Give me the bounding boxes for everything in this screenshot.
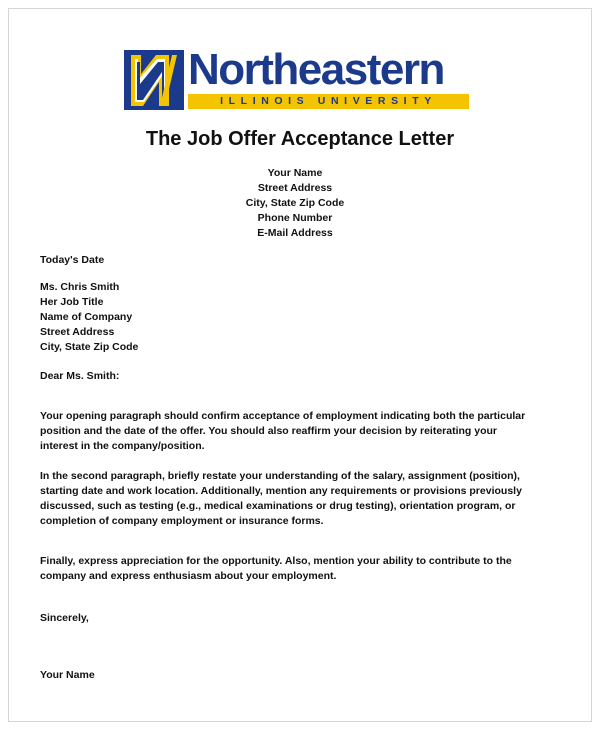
- paragraph-line: Finally, express appreciation for the opportunity. Also, mention your ability to contribute to the: [40, 555, 512, 567]
- sender-address-block: [0, 166, 590, 241]
- sender-city: City, State Zip Code: [245, 197, 345, 209]
- recipient-address-block: [40, 280, 560, 355]
- paragraph-line: Your opening paragraph should confirm acceptance of employment indicating both the particular: [40, 410, 526, 422]
- paragraph-line: starting date and work location. Additionally, mention any requirements or provisions previously: [40, 485, 522, 497]
- sender-street: Street Address: [257, 182, 333, 194]
- paragraph-closing: [40, 554, 560, 584]
- sender-email: E-Mail Address: [257, 227, 333, 239]
- paragraph-line: discussed, such as testing (e.g., medical examinations or drug testing), orientation program, or: [40, 500, 516, 512]
- letter-date: Today's Date: [40, 254, 105, 266]
- paragraph-line: completion of company employment or insurance forms.: [40, 515, 324, 527]
- salutation: Dear Ms. Smith:: [40, 370, 120, 382]
- paragraph-line: interest in the company/position.: [40, 440, 205, 452]
- paragraph-opening: [40, 409, 560, 454]
- recipient-title: Her Job Title: [40, 296, 104, 308]
- paragraph-second: [40, 469, 560, 529]
- paragraph-line: position and the date of the offer. You should also reaffirm your decision by reiterating your: [40, 425, 498, 437]
- signature-name: Your Name: [40, 669, 95, 681]
- university-logo-mark-icon: [124, 50, 184, 110]
- paragraph-line: In the second paragraph, briefly restate your understanding of the salary, assignment (position),: [40, 470, 520, 482]
- paragraph-line: company and express enthusiasm about your employment.: [40, 570, 337, 582]
- logo-subtitle: ILLINOIS UNIVERSITY: [220, 95, 437, 107]
- recipient-company: Name of Company: [40, 311, 133, 323]
- recipient-street: Street Address: [40, 326, 115, 338]
- logo-wordmark: Northeastern: [188, 45, 444, 94]
- university-logo: [124, 45, 469, 110]
- recipient-name: Ms. Chris Smith: [40, 281, 120, 293]
- sender-phone: Phone Number: [257, 212, 333, 224]
- closing: Sincerely,: [40, 612, 89, 624]
- sender-name: Your Name: [267, 167, 323, 179]
- letter-title: The Job Offer Acceptance Letter: [145, 128, 455, 150]
- recipient-city: City, State Zip Code: [40, 341, 139, 353]
